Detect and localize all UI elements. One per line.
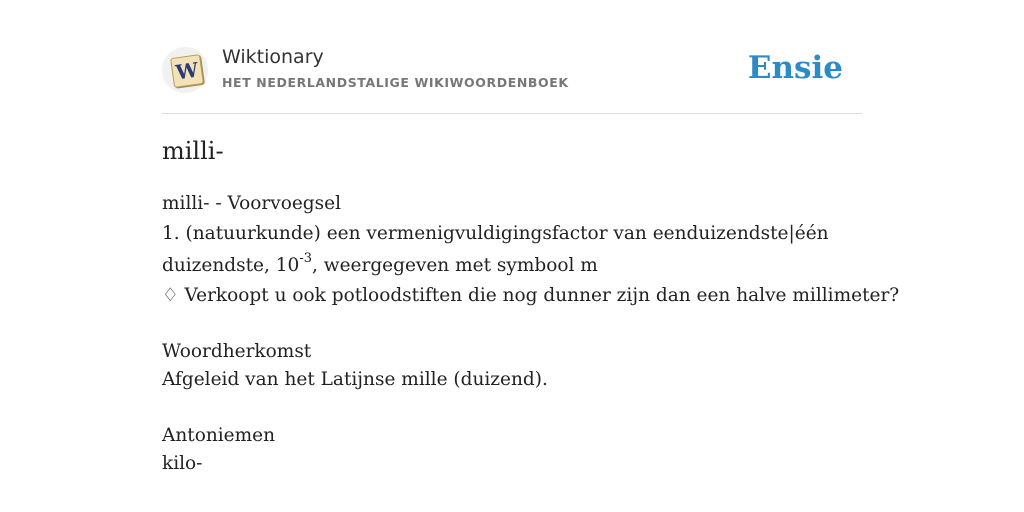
antonyms-heading: Antoniemen [162,425,276,446]
site-header [162,0,862,114]
etymology-text: Afgeleid van het Latijnse mille (duizend). [162,369,548,390]
ensie-brand-link[interactable]: Ensie [747,50,843,86]
logo-tile-icon [170,54,204,88]
example-sentence: ♢ Verkoopt u ook potloodstiften die nog dunner zijn dan een halve millimeter? [162,285,900,306]
page-container [162,0,900,474]
spacer [162,310,862,338]
etymology-heading: Woordherkomst [162,341,312,362]
definition-line-2-end: , weergegeven met symbool m [311,255,598,276]
definition-line-2 [162,250,862,282]
definition-exponent: -3 [299,250,312,266]
part-of-speech-line: milli- - Voorvoegsel [162,193,341,214]
entry-content [162,190,900,478]
definition-line-2-start: duizendste, 10 [162,255,300,276]
definition [162,218,862,282]
page-title: milli- [162,137,224,165]
spacer [162,394,862,422]
site-name[interactable]: Wiktionary [222,46,324,68]
site-tagline: HET NEDERLANDSTALIGE WIKIWOORDENBOEK [222,75,569,90]
definition-line-1: 1. (natuurkunde) een vermenigvuldigingsfactor van eenduizendste|één [162,223,829,244]
wiktionary-logo[interactable] [162,47,208,93]
antonyms-text[interactable]: kilo- [162,453,203,474]
logo-letter: W [174,57,200,85]
